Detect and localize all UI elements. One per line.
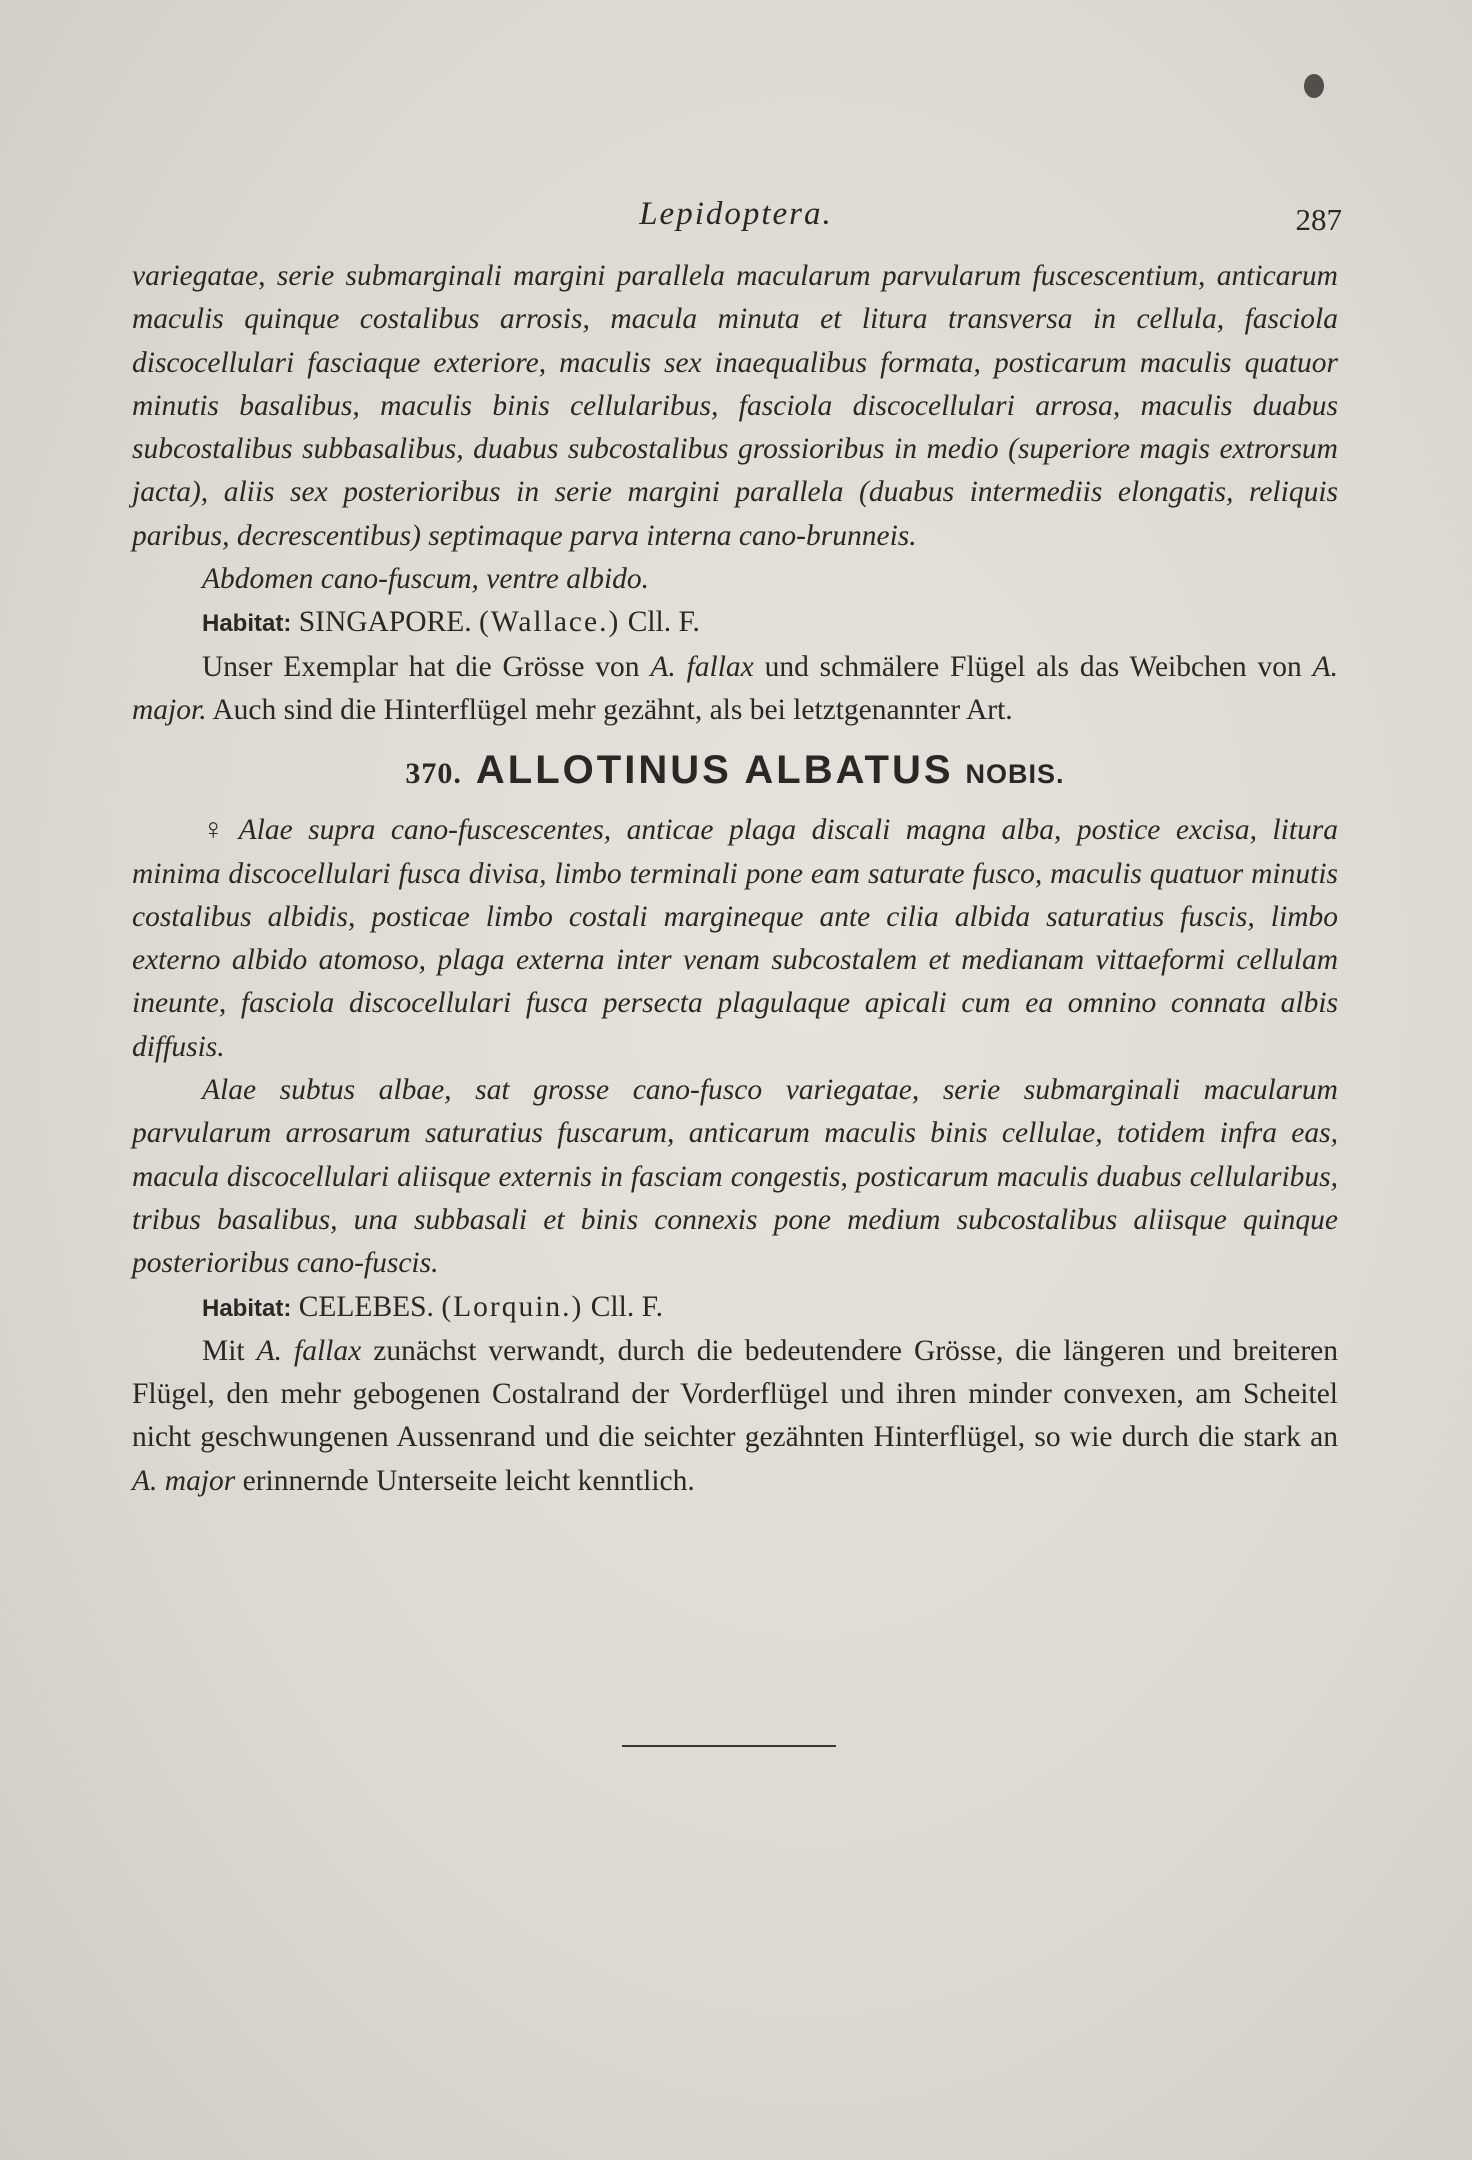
habitat-line-singapore [132,601,1338,645]
remarks-text: Auch sind die Hinterflügel mehr gezähnt, als bei letztgenannter Art. [206,693,1013,726]
end-rule [622,1745,836,1747]
habitat-collector: (Wallace.) [479,606,621,639]
remarks-text: zunächst verwandt, durch die bedeutendere Grösse, die längeren und breiteren Flügel, den mehr gebogenen Costalrand der Vorderflügel und ihren minder convexen, am Scheitel nicht geschwungenen Aussenrand und die seichter gezähnten Hinterflügel, so wie durch die stark an [132,1334,1338,1454]
habitat-collection: Cll. F. [590,1290,663,1323]
species-name: ALLOTINUS ALBATUS [475,748,954,793]
habitat-locality: CELEBES. [298,1290,434,1323]
habitat-collection: Cll. F. [627,606,700,639]
habitat-label: Habitat: [202,1294,292,1322]
remarks-text: erinnernde Unterseite leicht kenntlich. [235,1464,695,1497]
page-number: 287 [1295,202,1342,237]
remarks-text: und schmälere Flügel als das Weibchen von [753,650,1313,683]
remarks-text: Mit [202,1334,257,1367]
upperside-text: Alae supra cano-fuscescentes, anticae plaga discali magna alba, postice excisa, litura minima discocellulari fusca divisa, limbo terminali pone eam saturate fusco, maculis quatuor minutis costalibus albidis, posticae limbo costali margineque ante cilia albida saturatius fuscis, limbo externo albido atomoso, plaga externa inter venam subcostalem et medianam vittaeformi cellulam ineunte, fasciola discocellulari fusca persecta plagulaque apicali cum ea omnino connata albis diffusis. [132,814,1339,1063]
habitat-line-celebes [132,1286,1338,1330]
habitat-collector: (Lorquin.) [441,1290,584,1323]
abdomen-description: Abdomen cano-fuscum, ventre albido. [202,563,650,596]
female-symbol-icon: ♀ [202,813,233,847]
ink-spot [1304,74,1324,98]
species-reference: A. fallax [650,650,754,683]
species-reference: A. major. [132,650,1338,726]
habitat-label: Habitat: [202,610,292,638]
species-reference: A. major [132,1464,236,1497]
description-continued: variegatae, serie submarginali margini parallela macularum parvularum fuscescentium, anticarum maculis quinque costalibus arrosis, macula minuta et litura transversa in cellula, fasciola discocellulari fasciaque exteriore, maculis sex inaequalibus formata, posticarum maculis quatuor minutis basalibus, maculis binis cellularibus, fasciola discocellulari arrosa, maculis duabus subcostalibus subbasalibus, duabus subcostalibus grossioribus in medio (superiore magis extrorsum jacta), aliis sex posterioribus in serie margini parallela (duabus intermediis elongatis, reliquis paribus, decrescentibus) septimaque parva interna cano-brunneis. [132,260,1338,552]
underside-description: Alae subtus albae, sat grosse cano-fusco variegatae, serie submarginali macularum parvularum arrosarum saturatius fuscarum, anticarum maculis binis cellulae, totidem infra eas, macula discocellulari aliisque externis in fasciam congestis, posticarum maculis duabus cellularibus, tribus basalibus, una subbasali et binis connexis pone medium subcostalibus aliisque quinque posterioribus cano-fuscis. [132,1074,1338,1280]
habitat-locality: SINGAPORE. [298,606,472,639]
species-number: 370. [405,757,462,791]
species-heading [132,746,1338,798]
upperside-description [132,808,1338,1069]
page-header [130,190,1342,240]
remarks-paragraph-2 [132,1330,1338,1503]
page-body [132,255,1338,1503]
species-reference: A. fallax [256,1334,362,1367]
remarks-paragraph-1 [132,646,1338,733]
running-head: Lepidoptera. [639,196,833,232]
species-author: NOBIS. [965,759,1065,790]
remarks-text: Unser Exemplar hat die Grösse von [202,650,651,683]
